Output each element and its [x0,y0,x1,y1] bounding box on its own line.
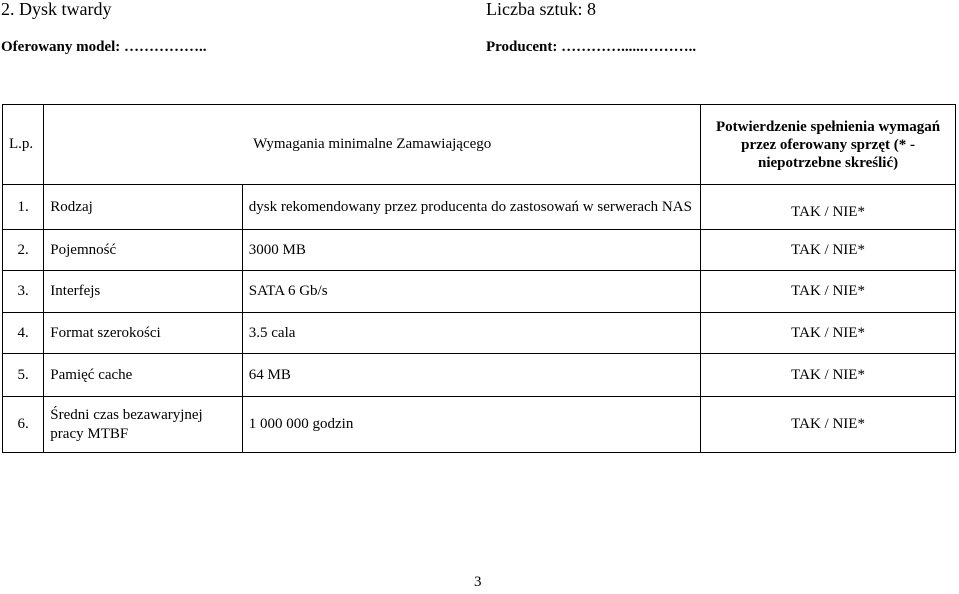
row-confirmation: TAK / NIE* [701,397,956,453]
row-requirement: SATA 6 Gb/s [242,271,700,313]
row-parameter: Rodzaj [44,185,242,230]
row-parameter: Pamięć cache [44,354,242,397]
page-number: 3 [474,574,482,590]
row-parameter: Średni czas bezawaryjnej pracy MTBF [44,397,242,453]
column-header-requirements: Wymagania minimalne Zamawiającego [44,105,701,185]
row-requirement: 1 000 000 godzin [242,397,700,453]
column-header-confirmation: Potwierdzenie spełnienia wymagań przez oferowany sprzęt (* - niepotrzebne skreślić) [701,105,956,185]
row-confirmation: TAK / NIE* [701,271,956,313]
model-field: Oferowany model: …………….. [1,39,207,55]
table-header-row [3,105,956,185]
row-requirement: 3000 MB [242,230,700,271]
row-requirement: 3.5 cala [242,313,700,354]
table-row [3,230,956,271]
table-row [3,271,956,313]
row-number: 2. [3,230,44,271]
row-number: 3. [3,271,44,313]
row-parameter: Pojemność [44,230,242,271]
row-number: 5. [3,354,44,397]
row-number: 4. [3,313,44,354]
row-parameter: Interfejs [44,271,242,313]
row-confirmation: TAK / NIE* [701,313,956,354]
row-number: 1. [3,185,44,230]
row-parameter: Format szerokości [44,313,242,354]
row-number: 6. [3,397,44,453]
row-confirmation: TAK / NIE* [701,185,956,230]
table-row [3,397,956,453]
table-row [3,185,956,230]
row-requirement: 64 MB [242,354,700,397]
section-title: 2. Dysk twardy [1,0,112,19]
row-requirement: dysk rekomendowany przez producenta do zastosowań w serwerach NAS [242,185,700,230]
table-row [3,313,956,354]
column-header-lp: L.p. [3,105,44,185]
row-confirmation: TAK / NIE* [701,354,956,397]
producer-field: Producent: …………......……….. [486,39,697,55]
row-confirmation: TAK / NIE* [701,230,956,271]
table-row [3,354,956,397]
quantity-text: Liczba sztuk: 8 [486,0,596,19]
requirements-table [2,104,956,453]
